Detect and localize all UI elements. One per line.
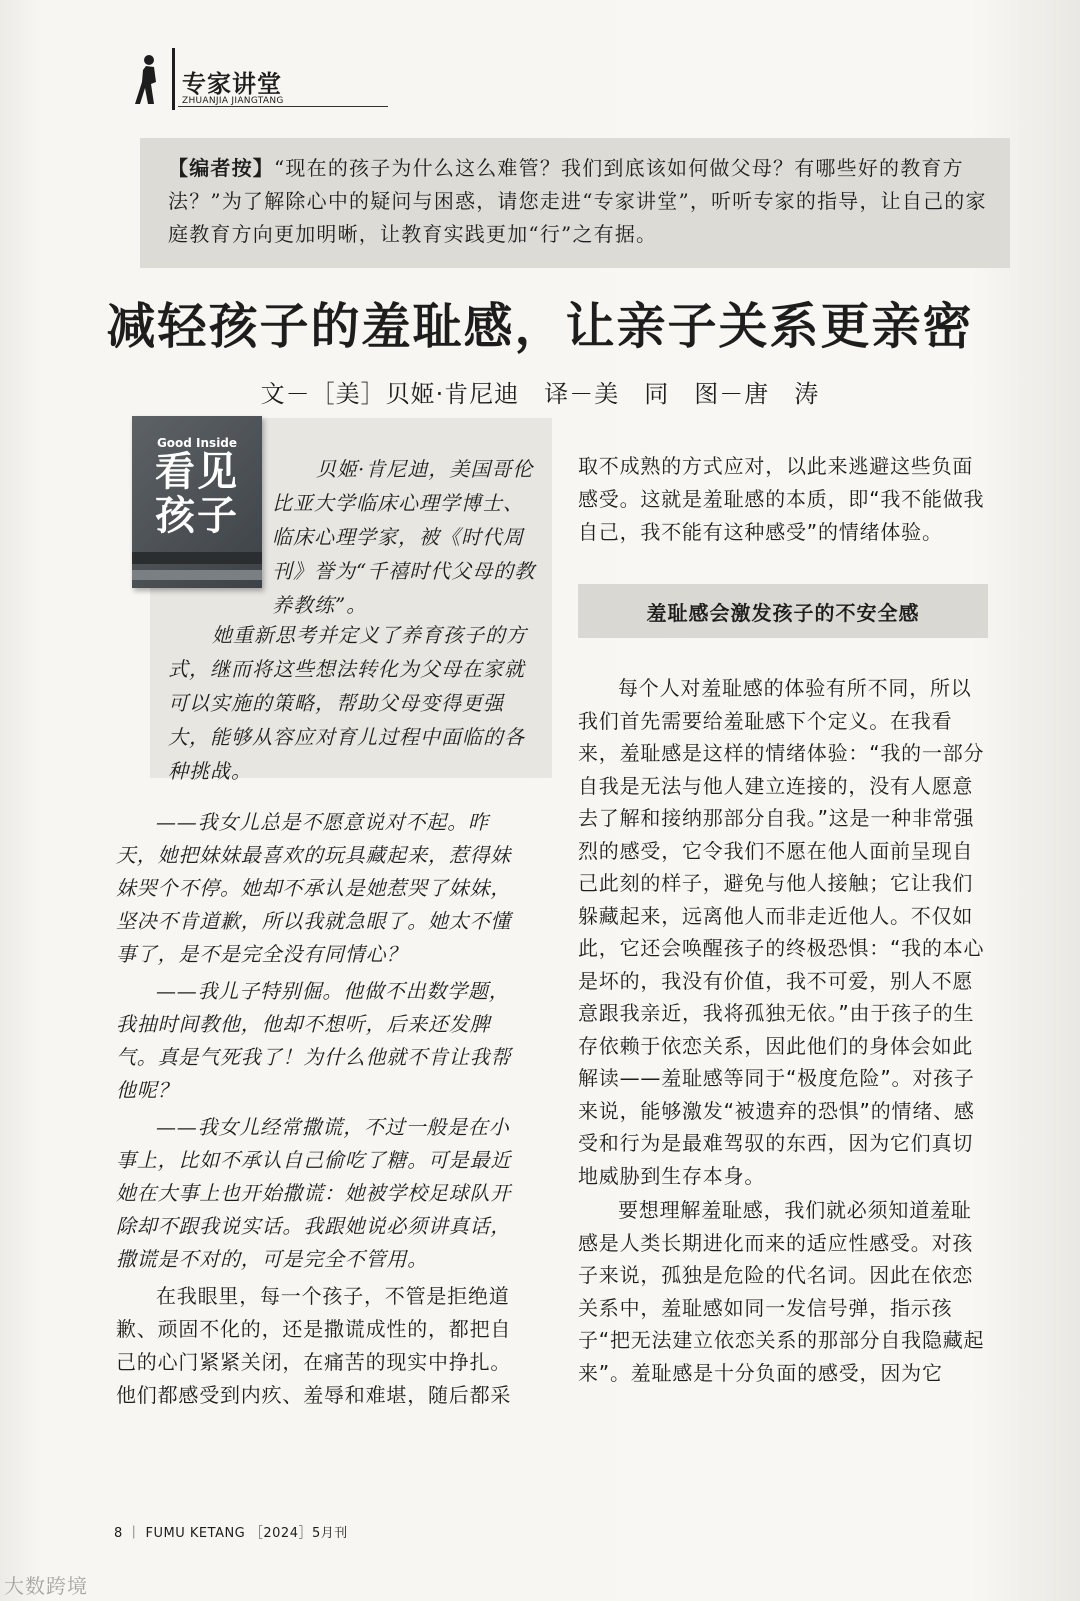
paragraph: 在我眼里，每一个孩子，不管是拒绝道歉、顽固不化的，还是撒谎成性的，都把自己的心门紧紧关闭，在痛苦的现实中挣扎。他们都感受到内疚、羞辱和难堪，随后都采 [116,1284,512,1407]
paragraph: ——我女儿经常撒谎，不过一般是在小事上，比如不承认自己偷吃了糖。可是最近她在大事上也开始撒谎：她被学校足球队开除却不跟我说实话。我跟她说必须讲真话，撒谎是不对的，可是完全不管用。 [116,1115,512,1271]
author-intro: 贝姬·肯尼迪，美国哥伦比亚大学临床心理学博士、临床心理学家，被《时代周刊》誉为“千禧时代父母的教养教练”。 [272,457,536,617]
paragraph: ——我儿子特别倔。他做不出数学题，我抽时间教他，他却不想听，后来还发脾气。真是气死我了！为什么他就不肯让我帮他呢？ [116,979,512,1102]
running-figure-icon [134,54,160,106]
article-headline: 减轻孩子的羞耻感，让亲子关系更亲密 [106,298,974,355]
column-subtitle: ZHUANJIA JIANGTANG [182,96,284,106]
page-footer: 8 ｜ FUMU KETANG ［2024］5月刊 [114,1526,348,1541]
editor-note-box [140,138,1010,268]
right-column-top [578,450,990,549]
article-byline: 文－［美］贝姬·肯尼迪 译－美 同 图－唐 涛 [260,380,820,408]
column-title: 专家讲堂 [182,70,282,98]
section-subhead: 羞耻感会激发孩子的不安全感 [578,584,988,638]
author-more: 她重新思考并定义了养育孩子的方式，继而将这些想法转化为父母在家就可以实施的策略，帮助父母变得更强大，能够从容应对育儿过程中面临的各种挑战。 [168,623,527,783]
editor-note-label: 【编者按】 [168,156,274,180]
editor-note-text [168,152,988,251]
book-cover-image [132,416,262,588]
paragraph: 每个人对羞耻感的体验有所不同，所以我们首先需要给羞耻感下个定义。在我看来，羞耻感是这样的情绪体验：“我的一部分自我是无法与他人建立连接的，没有人愿意去了解和接纳那部分自我。”这是一种非常强烈的感受，它令我们不愿在他人面前呈现自己此刻的样子，避免与他人接触；它让我们躲藏起来，远离他人而非走近他人。不仅如此，它还会唤醒孩子的终极恐惧：“我的本心是坏的，我没有价值，我不可爱，别人不愿意跟我亲近，我将孤独无依。”由于孩子的生存依赖于依恋关系，因此他们的身体会如此解读——羞耻感等同于“极度危险”。对孩子来说，能够激发“被遗弃的恐惧”的情绪、感受和行为是最难驾驭的东西，因为它们真切地威胁到生存本身。 [578,676,985,1188]
book-band [132,552,262,564]
paragraph: 要想理解羞耻感，我们就必须知道羞耻感是人类长期进化而来的适应性感受。对孩子来说，孤独是危险的代名词。因此在依恋关系中，羞耻感如同一发信号弹，指示孩子“把无法建立依恋关系的那部分自我隐藏起来”。羞耻感是十分负面的感受，因为它 [578,1198,985,1385]
book-title-en: Good Inside [156,436,238,450]
right-column [578,672,990,1391]
paragraph: ——我女儿总是不愿意说对不起。昨天，她把妹妹最喜欢的玩具藏起来，惹得妹妹哭个不停。她却不承认是她惹哭了妹妹，坚决不肯道歉，所以我就急眼了。她太不懂事了，是不是完全没有同情心？ [116,810,512,966]
column-rule [172,48,175,110]
editor-note-body: “现在的孩子为什么这么难管？我们到底该如何做父母？有哪些好的教育方法？”为了解除心中的疑问与困惑，请您走进“专家讲堂”，听听专家的指导，让自己的家庭教育方向更加明晰，让教育实践更加“行”之有据。 [168,156,987,246]
book-foot [132,570,262,580]
left-column [116,806,526,1416]
column-underline [178,106,388,107]
paragraph: 取不成熟的方式应对，以此来逃避这些负面感受。这就是羞耻感的本质，即“我不能做我自己，我不能有这种感受”的情绪体验。 [578,454,985,544]
book-title-cn: 看见孩子 [155,449,239,539]
watermark: 大数跨境 [4,1574,88,1598]
